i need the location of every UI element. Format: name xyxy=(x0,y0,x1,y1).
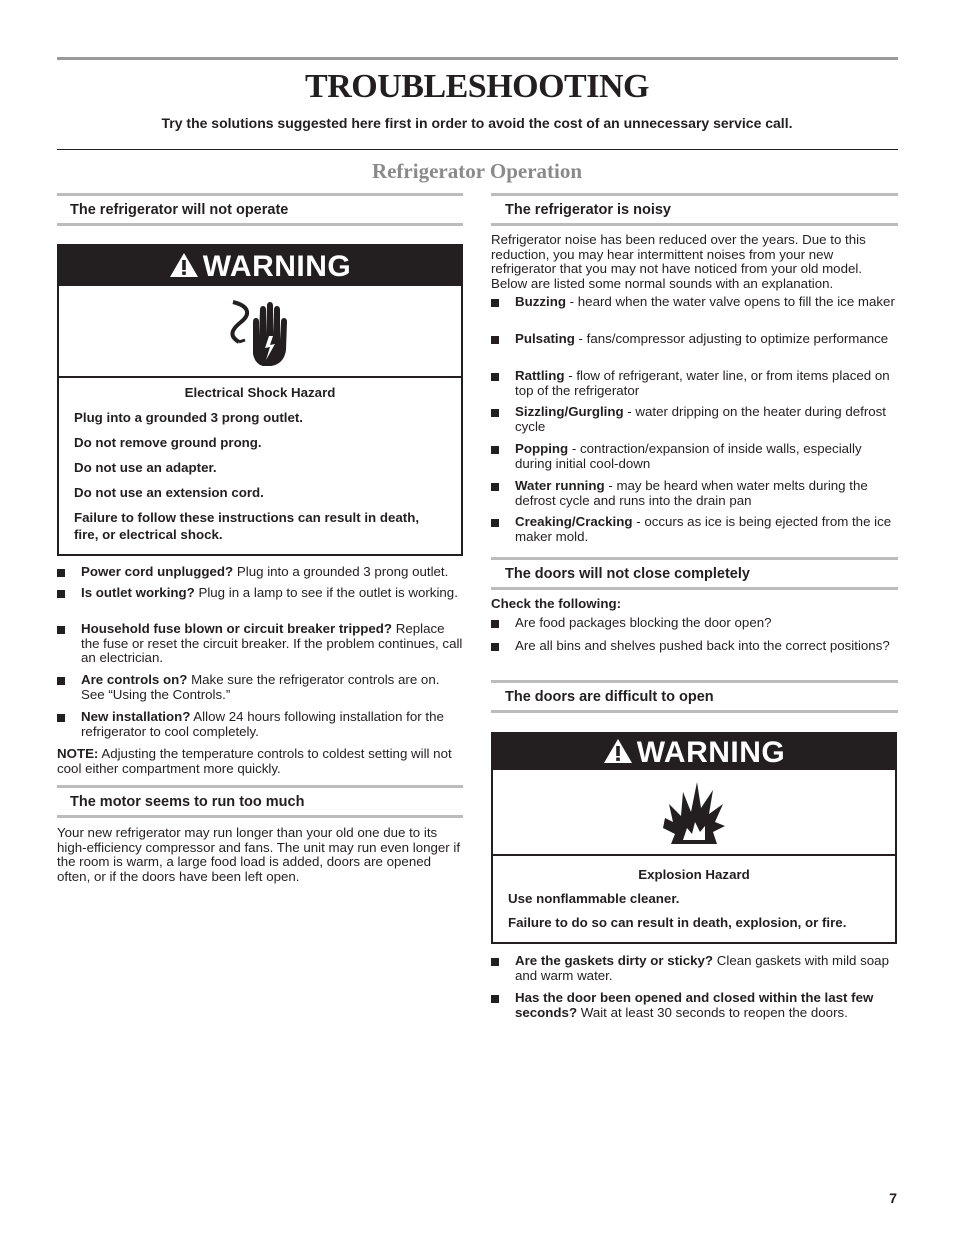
heading-rule-bottom xyxy=(57,223,463,226)
page-subtitle: Try the solutions suggested here first in order to avoid the cost of an unnecessary service call. xyxy=(161,115,793,131)
heading-rule-top xyxy=(57,193,463,196)
note-label: NOTE: xyxy=(57,746,99,761)
check-label: Check the following: xyxy=(491,596,622,611)
item-bold: Household fuse blown or circuit breaker tripped? xyxy=(81,621,393,636)
bullet-square-icon xyxy=(491,373,499,381)
shock-icon-area xyxy=(59,286,461,378)
bullet-square-icon xyxy=(491,643,499,651)
note-text: Adjusting the temperature controls to coldest setting will not cool either compartment more quickly. xyxy=(57,746,452,776)
item-bold: Are the gaskets dirty or sticky? xyxy=(515,953,714,968)
item-text: - heard when the water valve opens to fill the ice maker xyxy=(565,294,895,309)
item-bold: Power cord unplugged? xyxy=(81,564,234,579)
heading-rule-top xyxy=(57,785,463,788)
heading-rule-bottom xyxy=(491,587,898,590)
warning-triangle-icon xyxy=(169,252,199,278)
warning-line: Use nonflammable cleaner. xyxy=(508,891,680,906)
heading-doors-open: The doors are difficult to open xyxy=(505,689,714,705)
top-rule xyxy=(57,57,898,60)
warning-line: Failure to follow these instructions can result in death, fire, or electrical shock. xyxy=(74,510,420,542)
page-title: TROUBLESHOOTING xyxy=(305,68,649,105)
warning-line: Failure to do so can result in death, explosion, or fire. xyxy=(508,915,847,930)
bullet-square-icon xyxy=(491,299,499,307)
explosion-icon-area xyxy=(493,770,895,856)
item-text: Allow 24 hours following installation for the refrigerator to cool completely. xyxy=(81,709,444,739)
heading-motor: The motor seems to run too much xyxy=(70,794,305,810)
heading-not-operate: The refrigerator will not operate xyxy=(70,202,289,218)
item-bold: Sizzling/Gurgling xyxy=(515,404,624,419)
bullet-square-icon xyxy=(491,995,499,1003)
item-text: - contraction/expansion of inside walls, especially during initial cool-down xyxy=(515,441,862,471)
heading-rule-bottom xyxy=(57,815,463,818)
item-text: Plug into a grounded 3 prong outlet. xyxy=(233,564,449,579)
page-number: 7 xyxy=(889,1190,897,1206)
bullet-square-icon xyxy=(491,336,499,344)
item-text: - flow of refrigerant, water line, or from items placed on top of the refrigerator xyxy=(515,368,890,398)
heading-rule-bottom xyxy=(491,223,898,226)
item-bold: Pulsating xyxy=(515,331,575,346)
item-bold: Creaking/Cracking xyxy=(515,514,633,529)
item-text: - occurs as ice is being ejected from the ice maker mold. xyxy=(515,514,892,544)
item-bold: Has the door been opened and closed within the last few seconds? xyxy=(515,990,874,1020)
item-text: Plug in a lamp to see if the outlet is working. xyxy=(194,585,458,600)
item-bold: Water running xyxy=(515,478,605,493)
explosion-icon xyxy=(659,778,729,848)
bullet-square-icon xyxy=(491,409,499,417)
warning-line: Do not use an extension cord. xyxy=(74,485,264,500)
item-text: Are all bins and shelves pushed back into the correct positions? xyxy=(515,638,890,653)
heading-noisy: The refrigerator is noisy xyxy=(505,202,671,218)
warning-bar xyxy=(493,734,895,770)
item-text: Make sure the refrigerator controls are on. See “Using the Controls.” xyxy=(81,672,440,702)
bullet-square-icon xyxy=(57,677,65,685)
section-title: Refrigerator Operation xyxy=(371,159,583,183)
item-bold: New installation? xyxy=(81,709,191,724)
explosion-warning-box xyxy=(491,732,897,944)
warning-line: Do not remove ground prong. xyxy=(74,435,262,450)
item-bold: Rattling xyxy=(515,368,565,383)
item-text: - water dripping on the heater during defrost cycle xyxy=(515,404,886,434)
bullet-square-icon xyxy=(491,519,499,527)
item-bold: Buzzing xyxy=(515,294,566,309)
electrical-warning-box xyxy=(57,244,463,556)
warning-label: WARNING xyxy=(202,250,352,283)
warning-bar xyxy=(59,246,461,286)
item-text: - fans/compressor adjusting to optimize performance xyxy=(574,331,889,346)
warning-triangle-icon xyxy=(603,738,633,764)
item-text: Replace the fuse or reset the circuit breaker. If the problem continues, call an electrician. xyxy=(81,621,463,665)
item-text: Wait at least 30 seconds to reopen the doors. xyxy=(577,1004,848,1020)
motor-text: Your new refrigerator may run longer than your old one due to its high-efficiency compressor and fans. The unit may run even longer if the room is warm, a large food load is added, doors are opened often, or if the doors have been left open. xyxy=(57,825,461,884)
item-bold: Are controls on? xyxy=(81,672,188,687)
item-text: Are food packages blocking the door open? xyxy=(515,615,772,630)
bullet-square-icon xyxy=(57,569,65,577)
heading-rule-bottom xyxy=(491,710,898,713)
warning-label: WARNING xyxy=(636,736,786,769)
item-bold: Is outlet working? xyxy=(81,585,195,600)
electrical-shock-icon xyxy=(215,292,305,372)
heading-rule-top xyxy=(491,680,898,683)
bullet-square-icon xyxy=(491,620,499,628)
bullet-square-icon xyxy=(491,446,499,454)
bullet-square-icon xyxy=(491,958,499,966)
hazard-title: Explosion Hazard xyxy=(638,867,750,882)
bullet-square-icon xyxy=(57,590,65,598)
item-text: - may be heard when water melts during the defrost cycle and runs into the drain pan xyxy=(515,478,868,508)
heading-rule-top xyxy=(491,193,898,196)
warning-line: Plug into a grounded 3 prong outlet. xyxy=(74,410,303,425)
bullet-square-icon xyxy=(491,483,499,491)
item-bold: Popping xyxy=(515,441,569,456)
hazard-title: Electrical Shock Hazard xyxy=(184,385,336,400)
bullet-square-icon xyxy=(57,626,65,634)
warning-line: Do not use an adapter. xyxy=(74,460,217,475)
header-divider xyxy=(57,149,898,150)
noisy-intro: Refrigerator noise has been reduced over the years. Due to this reduction, you may hear intermittent noises from your new refrigerator that you may not have noticed from your old model. Below are listed some normal sounds with an explanation. xyxy=(491,232,866,291)
item-text: Clean gaskets with mild soap and warm water. xyxy=(515,953,889,983)
bullet-square-icon xyxy=(57,714,65,722)
heading-rule-top xyxy=(491,557,898,560)
note xyxy=(57,747,463,776)
heading-doors-close: The doors will not close completely xyxy=(505,566,750,582)
